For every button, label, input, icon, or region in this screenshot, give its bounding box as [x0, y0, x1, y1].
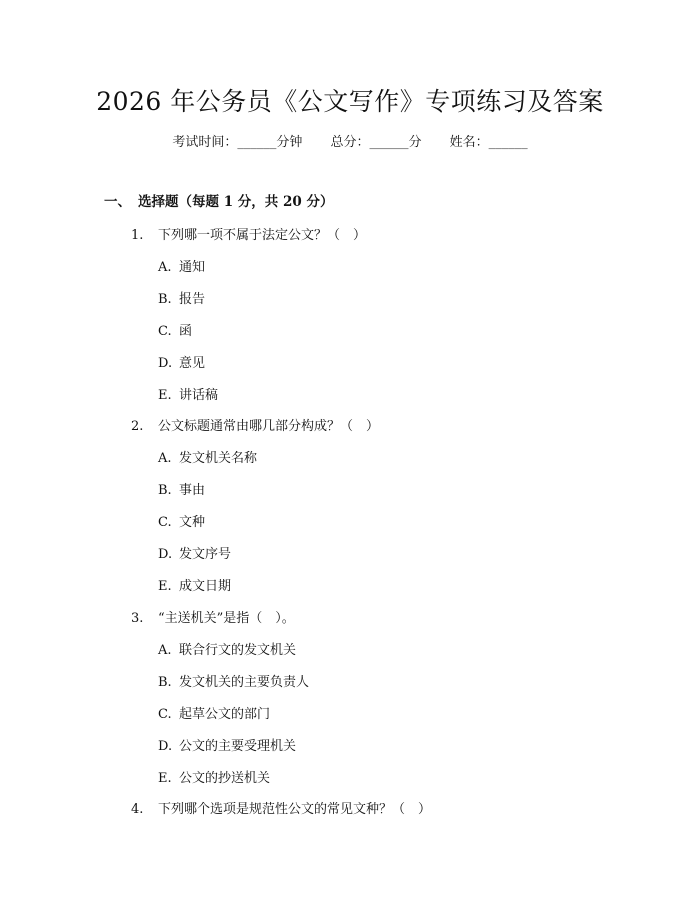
- option-letter: B.: [158, 675, 172, 690]
- question-text: 公文标题通常由哪几部分构成？（ ）: [158, 419, 380, 434]
- option-text: 报告: [179, 292, 206, 307]
- exam-meta: [0, 131, 700, 150]
- option-letter: E.: [158, 579, 172, 594]
- question-2-option-b: [158, 479, 205, 498]
- option-text: 联合行文的发文机关: [179, 643, 297, 658]
- question-number: 3.: [131, 611, 144, 626]
- question-3-option-e: [158, 767, 270, 786]
- option-text: 意见: [179, 356, 206, 371]
- option-text: 起草公文的部门: [179, 707, 271, 722]
- question-1: [131, 224, 366, 243]
- option-text: 公文的主要受理机关: [179, 739, 297, 754]
- question-3-option-a: [158, 639, 296, 658]
- option-letter: A.: [158, 451, 172, 466]
- question-2-option-d: [158, 543, 231, 562]
- question-number: 4.: [131, 802, 144, 817]
- option-text: 事由: [179, 483, 206, 498]
- option-letter: A.: [158, 260, 172, 275]
- option-text: 讲话稿: [179, 388, 219, 403]
- question-2-option-e: [158, 575, 231, 594]
- option-text: 文种: [179, 515, 206, 530]
- question-1-option-e: [158, 384, 218, 403]
- section-title: 选择题（每题 1 分，共 20 分）: [138, 194, 334, 210]
- option-text: 发文序号: [179, 547, 232, 562]
- option-text: 公文的抄送机关: [179, 771, 271, 786]
- option-letter: E.: [158, 771, 172, 786]
- question-1-option-b: [158, 288, 205, 307]
- question-4: [131, 798, 431, 817]
- option-letter: C.: [158, 515, 172, 530]
- section-heading: [104, 190, 333, 210]
- question-text: 下列哪个选项是规范性公文的常见文种？（ ）: [158, 802, 432, 817]
- question-2-option-c: [158, 511, 205, 530]
- option-letter: E.: [158, 388, 172, 403]
- question-1-option-c: [158, 320, 192, 339]
- option-text: 通知: [179, 260, 206, 275]
- question-3: [131, 607, 295, 626]
- option-letter: B.: [158, 292, 172, 307]
- option-letter: D.: [158, 739, 173, 754]
- option-letter: B.: [158, 483, 172, 498]
- exam-time-field: 考试时间：______分钟: [172, 135, 303, 150]
- question-3-option-c: [158, 703, 270, 722]
- total-score-field: 总分：______分: [330, 135, 422, 150]
- question-text: “主送机关”是指（ ）。: [158, 611, 295, 626]
- question-3-option-d: [158, 735, 296, 754]
- option-letter: C.: [158, 324, 172, 339]
- option-letter: A.: [158, 643, 172, 658]
- question-3-option-b: [158, 671, 309, 690]
- option-text: 发文机关名称: [179, 451, 258, 466]
- option-text: 成文日期: [179, 579, 232, 594]
- question-2-option-a: [158, 447, 257, 466]
- question-1-option-a: [158, 256, 205, 275]
- question-2: [131, 415, 379, 434]
- section-number: 一、: [104, 194, 131, 210]
- document-title: 2026 年公务员《公文写作》专项练习及答案: [96, 87, 604, 116]
- option-letter: C.: [158, 707, 172, 722]
- option-letter: D.: [158, 356, 173, 371]
- option-letter: D.: [158, 547, 173, 562]
- question-1-option-d: [158, 352, 205, 371]
- option-text: 函: [179, 324, 193, 339]
- option-text: 发文机关的主要负责人: [179, 675, 310, 690]
- question-number: 2.: [131, 419, 144, 434]
- question-number: 1.: [131, 228, 144, 243]
- name-field: 姓名：______: [449, 135, 528, 150]
- question-text: 下列哪一项不属于法定公文？（ ）: [158, 228, 367, 243]
